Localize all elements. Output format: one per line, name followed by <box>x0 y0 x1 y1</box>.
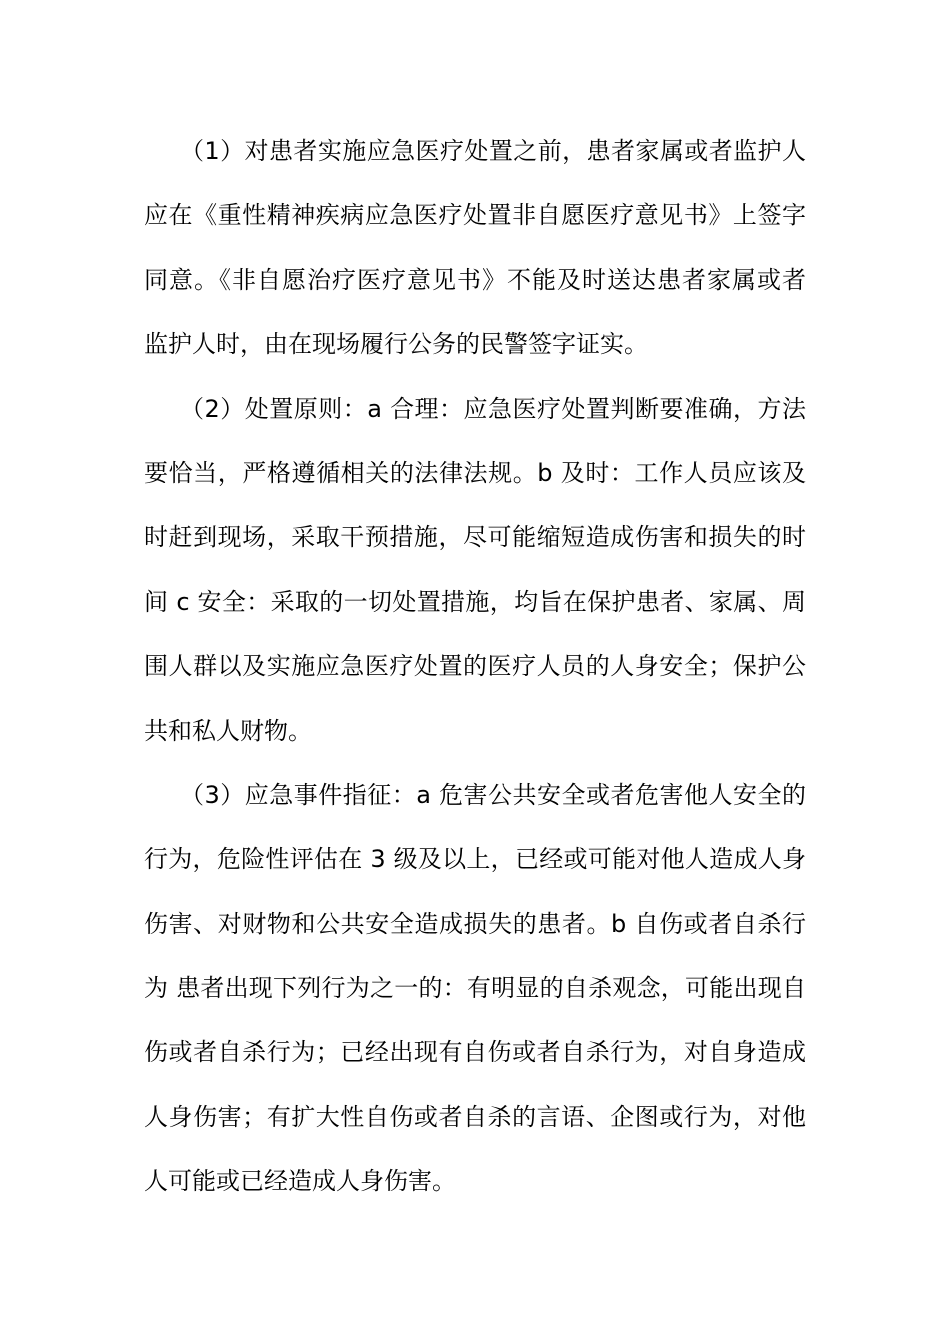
paragraph-3 <box>144 763 806 1214</box>
text-line: 人身伤害；有扩大性自伤或者自杀的言语、企图或行为，对他 <box>144 1102 806 1131</box>
text-line: 时赶到现场，采取干预措施，尽可能缩短造成伤害和损失的时 <box>144 523 806 552</box>
text-line: 间 c 安全：采取的一切处置措施，均旨在保护患者、家属、周 <box>144 587 806 616</box>
text-line: 要恰当，严格遵循相关的法律法规。b 及时：工作人员应该及 <box>144 458 806 487</box>
text-line: 监护人时，由在现场履行公务的民警签字证实。 <box>144 330 648 359</box>
paragraph-1 <box>144 119 806 377</box>
text-line: 人可能或已经造成人身伤害。 <box>144 1167 456 1196</box>
document-body <box>144 119 806 1214</box>
text-line: 伤或者自杀行为；已经出现有自伤或者自杀行为，对自身造成 <box>144 1038 806 1067</box>
text-line: （2）处置原则：a 合理：应急医疗处置判断要准确，方法 <box>180 394 806 423</box>
paragraph-2 <box>144 377 806 763</box>
text-line: （1）对患者实施应急医疗处置之前，患者家属或者监护人 <box>180 137 806 165</box>
text-line: 同意。《非自愿治疗医疗意见书》不能及时送达患者家属或者 <box>144 265 806 294</box>
text-line: 行为，危险性评估在 3 级及以上，已经或可能对他人造成人身 <box>144 845 806 874</box>
text-line: 为 患者出现下列行为之一的：有明显的自杀观念，可能出现自 <box>144 974 806 1003</box>
text-line: 共和私人财物。 <box>144 716 312 745</box>
text-line: （3）应急事件指征：a 危害公共安全或者危害他人安全的 <box>180 780 806 809</box>
text-line: 围人群以及实施应急医疗处置的医疗人员的人身安全；保护公 <box>144 652 806 681</box>
text-line: 应在《重性精神疾病应急医疗处置非自愿医疗意见书》上签字 <box>144 201 806 230</box>
text-line: 伤害、对财物和公共安全造成损失的患者。b 自伤或者自杀行 <box>144 909 806 938</box>
